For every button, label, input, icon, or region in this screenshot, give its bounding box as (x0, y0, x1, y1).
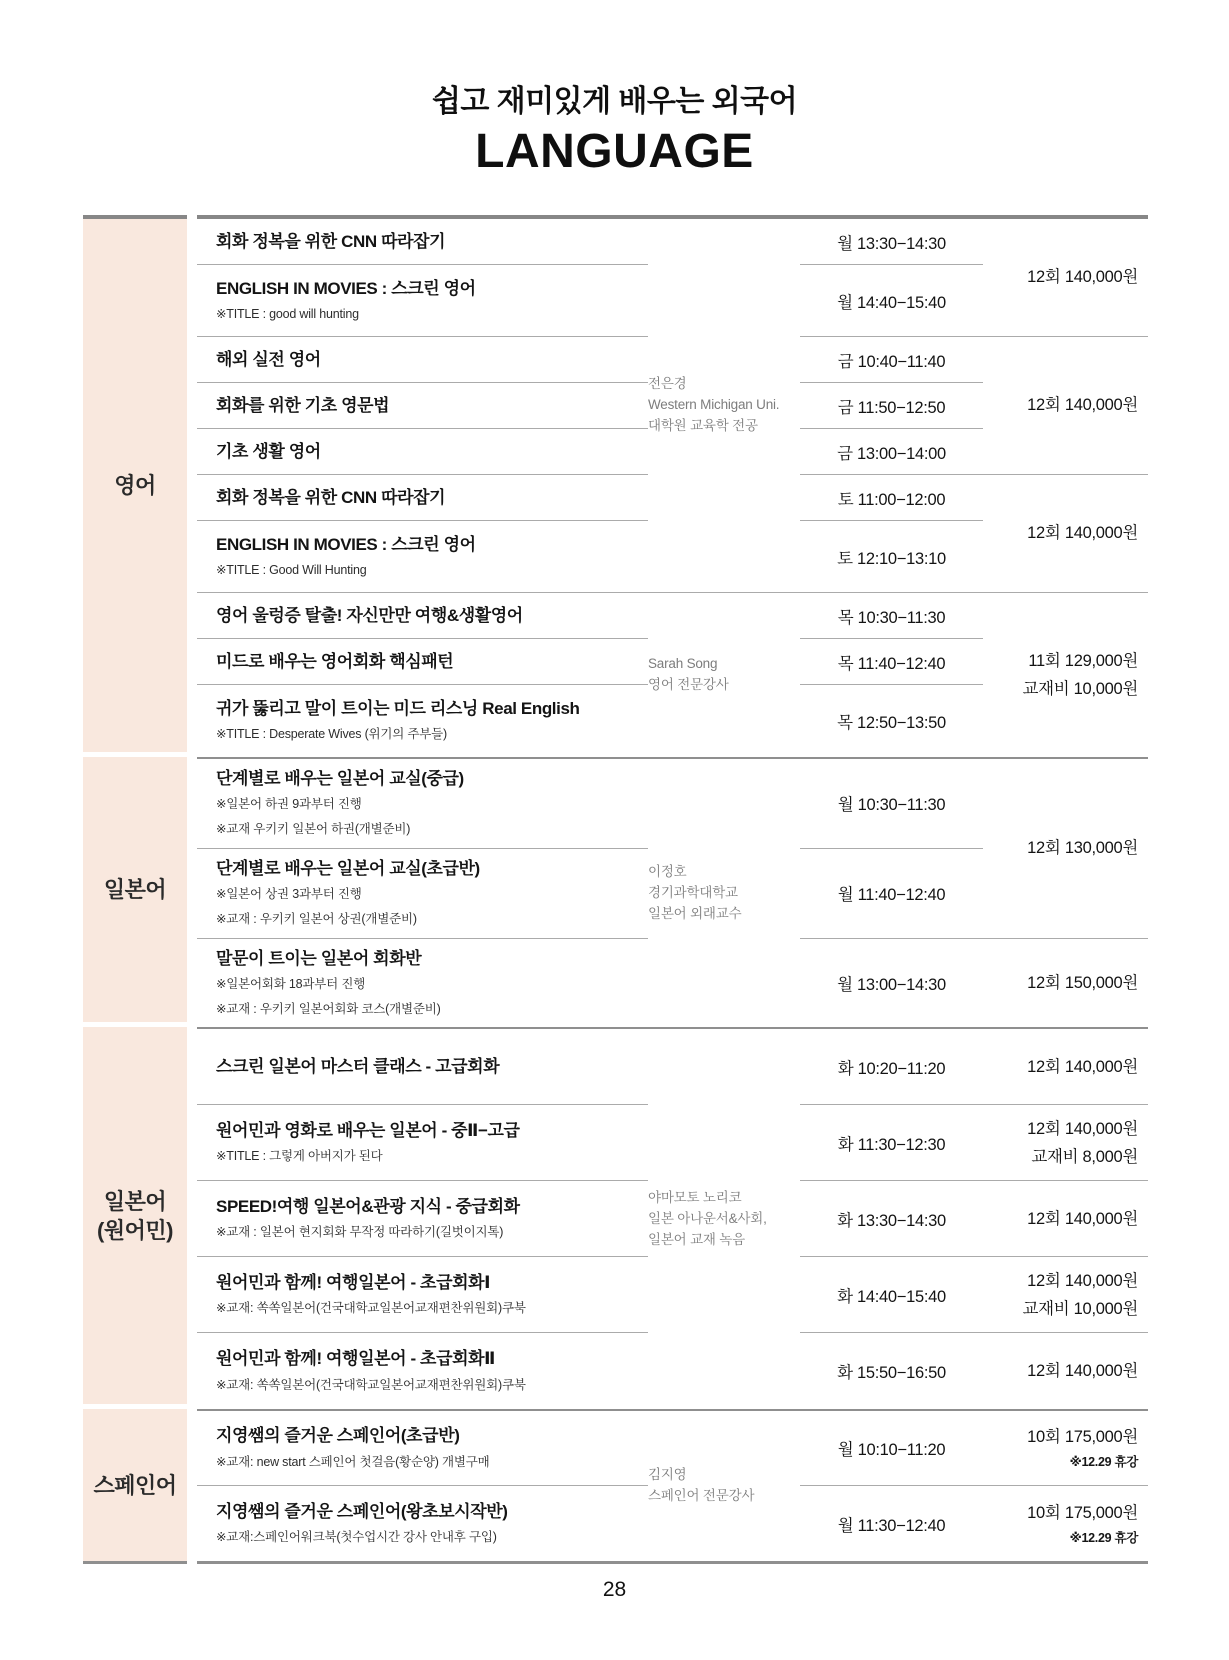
price-line: 12회 140,000원 (1027, 1119, 1138, 1138)
price-line: 12회 140,000원 (1027, 1209, 1138, 1228)
page-header (0, 0, 1229, 179)
course-time: 금 13:00−14:00 (800, 429, 983, 475)
course-price (983, 1257, 1148, 1333)
price-line: 10회 175,000원 (1027, 1428, 1138, 1447)
course-time: 금 10:40−11:40 (800, 337, 983, 383)
category-label (104, 875, 166, 904)
course-price (983, 475, 1148, 593)
course-time: 목 11:40−12:40 (800, 639, 983, 685)
category-label-line: 영어 (114, 472, 156, 498)
course-cell (197, 521, 648, 593)
course-cell (197, 639, 648, 685)
course-note: ※교재 : 우키키 일본어회화 코스(개별준비) (216, 1001, 441, 1016)
course-price (983, 1105, 1148, 1181)
course-cell (197, 475, 648, 521)
course-title: 원어민과 영화로 배우는 일본어 - 중Ⅱ−고급 (216, 1120, 520, 1140)
course-title: 기초 생활 영어 (216, 441, 321, 461)
price-line: 12회 130,000원 (1027, 839, 1138, 858)
course-time: 화 13:30−14:30 (800, 1181, 983, 1257)
course-title: 귀가 뚫리고 말이 트이는 미드 리스닝 Real English (216, 699, 580, 718)
course-time: 금 11:50−12:50 (800, 383, 983, 429)
instructor-cell (648, 759, 800, 1027)
course-note: ※교재 : 일본어 현지회화 무작정 따라하기(길벗이지톡) (216, 1225, 504, 1239)
section-2 (197, 1027, 1148, 1409)
course-time: 월 13:00−14:30 (837, 975, 946, 994)
course-title: 단계별로 배우는 일본어 교실(초급반) (216, 858, 480, 878)
course-time: 화 10:20−11:20 (800, 1029, 983, 1105)
course-price (983, 759, 1148, 939)
instructor-line: Sarah Song (648, 656, 718, 672)
category-panel (83, 215, 187, 752)
category-label (97, 1187, 173, 1245)
course-time: 토 12:10−13:10 (800, 521, 983, 593)
course-cell (197, 1105, 648, 1181)
course-note: ※TITLE : Good Will Hunting (216, 562, 367, 577)
course-time: 토 11:00−12:00 (800, 475, 983, 521)
instructor-line: 김지영 (648, 1467, 687, 1483)
section-0 (197, 215, 1148, 757)
price-line: 12회 140,000원 (1027, 268, 1138, 287)
course-time: 월 14:40−15:40 (800, 265, 983, 337)
course-title: 원어민과 함께! 여행일본어 - 초급회화Ⅱ (216, 1349, 495, 1369)
course-note: ※교재: 쏙쏙일본어(건국대학교일본어교재편찬위원회)쿠북 (216, 1377, 526, 1392)
course-note: ※TITLE : 그렇게 아버지가 된다 (216, 1149, 383, 1163)
course-cell (197, 219, 648, 265)
course-title: 지영쌤의 즐거운 스페인어(왕초보시작반) (216, 1501, 508, 1521)
category-panel (83, 757, 187, 1022)
price-line: 10회 175,000원 (1027, 1503, 1138, 1522)
category-panel (83, 1409, 187, 1564)
course-price (983, 939, 1148, 1028)
instructor-line: 일본어 외래교수 (648, 905, 742, 921)
course-note: ※교재 : 우키키 일본어 상권(개별준비) (216, 911, 417, 926)
category-label-line: 스페인어 (93, 1472, 177, 1498)
course-title: ENGLISH IN MOVIES : 스크린 영어 (216, 278, 476, 298)
price-line: 교재비 8,000원 (1031, 1147, 1138, 1166)
course-title: 회화를 위한 기초 영문법 (216, 395, 390, 415)
course-cell (197, 1029, 648, 1105)
instructor-cell (648, 219, 800, 593)
instructor-line: 스페인어 전문강사 (648, 1488, 755, 1504)
price-line: 12회 140,000원 (1027, 1057, 1138, 1076)
instructor-line: 일본어 교재 녹음 (648, 1231, 745, 1247)
course-time: 화 14:40−15:40 (800, 1257, 983, 1333)
course-cell (197, 939, 648, 1028)
course-cell (197, 429, 648, 475)
course-cell (197, 759, 648, 849)
course-cell (197, 337, 648, 383)
page-number: 28 (602, 1578, 627, 1601)
price-line: 12회 140,000원 (1027, 524, 1138, 543)
section-1 (197, 757, 1148, 1027)
course-title: 단계별로 배우는 일본어 교실(중급) (216, 769, 464, 788)
instructor-cell (648, 593, 800, 757)
price-line: 12회 140,000원 (1027, 1271, 1138, 1290)
course-time: 월 11:30−12:40 (837, 1516, 946, 1535)
course-note: ※일본어회화 18과부터 진행 (216, 976, 366, 991)
category-label-line: (원어민) (97, 1217, 173, 1243)
course-price (983, 1333, 1148, 1409)
instructor-line: 대학원 교육학 전공 (648, 417, 758, 433)
course-price (983, 1181, 1148, 1257)
instructor-cell (648, 1029, 800, 1409)
course-price (983, 1486, 1148, 1561)
instructor-line: 야마모토 노리코 (648, 1189, 742, 1205)
course-price (983, 1029, 1148, 1105)
course-cell (197, 593, 648, 639)
course-note: ※교재:스페인어워크북(첫수업시간 강사 안내후 구입) (216, 1530, 497, 1544)
course-cell (197, 383, 648, 429)
course-title: 영어 울렁증 탈출! 자신만만 여행&생활영어 (216, 605, 523, 625)
section-3 (197, 1409, 1148, 1564)
instructor-line: 전은경 (648, 376, 687, 392)
price-line: 11회 129,000원 (1028, 651, 1138, 670)
course-note: ※교재 우키키 일본어 하권(개별준비) (216, 822, 411, 836)
page-title: LANGUAGE (475, 125, 754, 178)
course-time: 목 10:30−11:30 (800, 593, 983, 639)
price-note: ※12.29 휴강 (1069, 1455, 1138, 1470)
price-line: 12회 140,000원 (1027, 396, 1138, 415)
course-title: 회화 정복을 위한 CNN 따라잡기 (216, 487, 446, 507)
instructor-line: Western Michigan Uni. (648, 397, 780, 413)
course-price (983, 593, 1148, 757)
price-note: ※12.29 휴강 (1069, 1530, 1138, 1545)
course-note: ※TITLE : good will hunting (216, 306, 359, 321)
course-title: 해외 실전 영어 (216, 349, 321, 369)
category-label-line: 일본어 (103, 1188, 167, 1214)
course-title: 지영쌤의 즐거운 스페인어(초급반) (216, 1426, 460, 1446)
course-cell (197, 1411, 648, 1486)
price-line: 교재비 10,000원 (1022, 680, 1138, 698)
instructor-line: 이정호 (648, 863, 687, 879)
price-line: 12회 140,000원 (1027, 1362, 1138, 1381)
course-time: 월 10:10−11:20 (800, 1411, 983, 1486)
course-time: 화 11:30−12:30 (800, 1105, 983, 1181)
course-note: ※일본어 상권 3과부터 진행 (216, 887, 362, 901)
instructor-cell (648, 1411, 800, 1561)
course-cell (197, 1333, 648, 1409)
course-title: 말문이 트이는 일본어 회화반 (216, 948, 422, 968)
price-line: 12회 150,000원 (1027, 973, 1138, 992)
course-time: 목 12:50−13:50 (837, 714, 946, 732)
course-cell (197, 685, 648, 757)
course-cell (197, 265, 648, 337)
course-time: 월 13:30−14:30 (800, 219, 983, 265)
course-price (983, 1411, 1148, 1486)
instructor-line: 영어 전문강사 (648, 677, 729, 692)
course-title: ENGLISH IN MOVIES : 스크린 영어 (216, 534, 476, 554)
course-note: ※TITLE : Desperate Wives (위기의 주부들) (216, 727, 448, 742)
course-table (83, 215, 1148, 1564)
category-label-line: 일본어 (103, 877, 167, 903)
course-time: 월 10:30−11:30 (800, 759, 983, 849)
course-title: 원어민과 함께! 여행일본어 - 초급회화Ⅰ (216, 1272, 491, 1292)
course-cell (197, 1181, 648, 1257)
course-time: 월 11:40−12:40 (800, 849, 983, 939)
category-label (114, 471, 156, 500)
category-label (93, 1471, 176, 1500)
course-note: ※교재: new start 스페인어 첫걸음(황순양) 개별구매 (216, 1454, 490, 1469)
course-note: ※일본어 하권 9과부터 진행 (216, 797, 362, 812)
course-time: 화 15:50−16:50 (837, 1364, 946, 1383)
instructor-line: 일본 아나운서&사회, (648, 1210, 767, 1226)
category-panel (83, 1027, 187, 1404)
price-line: 교재비 10,000원 (1022, 1299, 1138, 1318)
course-price (983, 337, 1148, 475)
course-cell (197, 849, 648, 939)
page-subtitle: 쉽고 재미있게 배우는 외국어 (431, 85, 798, 118)
course-cell (197, 1257, 648, 1333)
course-title: SPEED!여행 일본어&관광 지식 - 중급회화 (216, 1196, 520, 1216)
course-note: ※교재: 쏙쏙일본어(건국대학교일본어교재편찬위원회)쿠북 (216, 1301, 526, 1315)
course-title: 미드로 배우는 영어회화 핵심패턴 (216, 651, 454, 671)
course-price (983, 219, 1148, 337)
course-cell (197, 1486, 648, 1561)
instructor-line: 경기과학대학교 (648, 884, 738, 900)
course-title: 스크린 일본어 마스터 클래스 - 고급회화 (216, 1057, 500, 1077)
course-title: 회화 정복을 위한 CNN 따라잡기 (216, 231, 446, 251)
